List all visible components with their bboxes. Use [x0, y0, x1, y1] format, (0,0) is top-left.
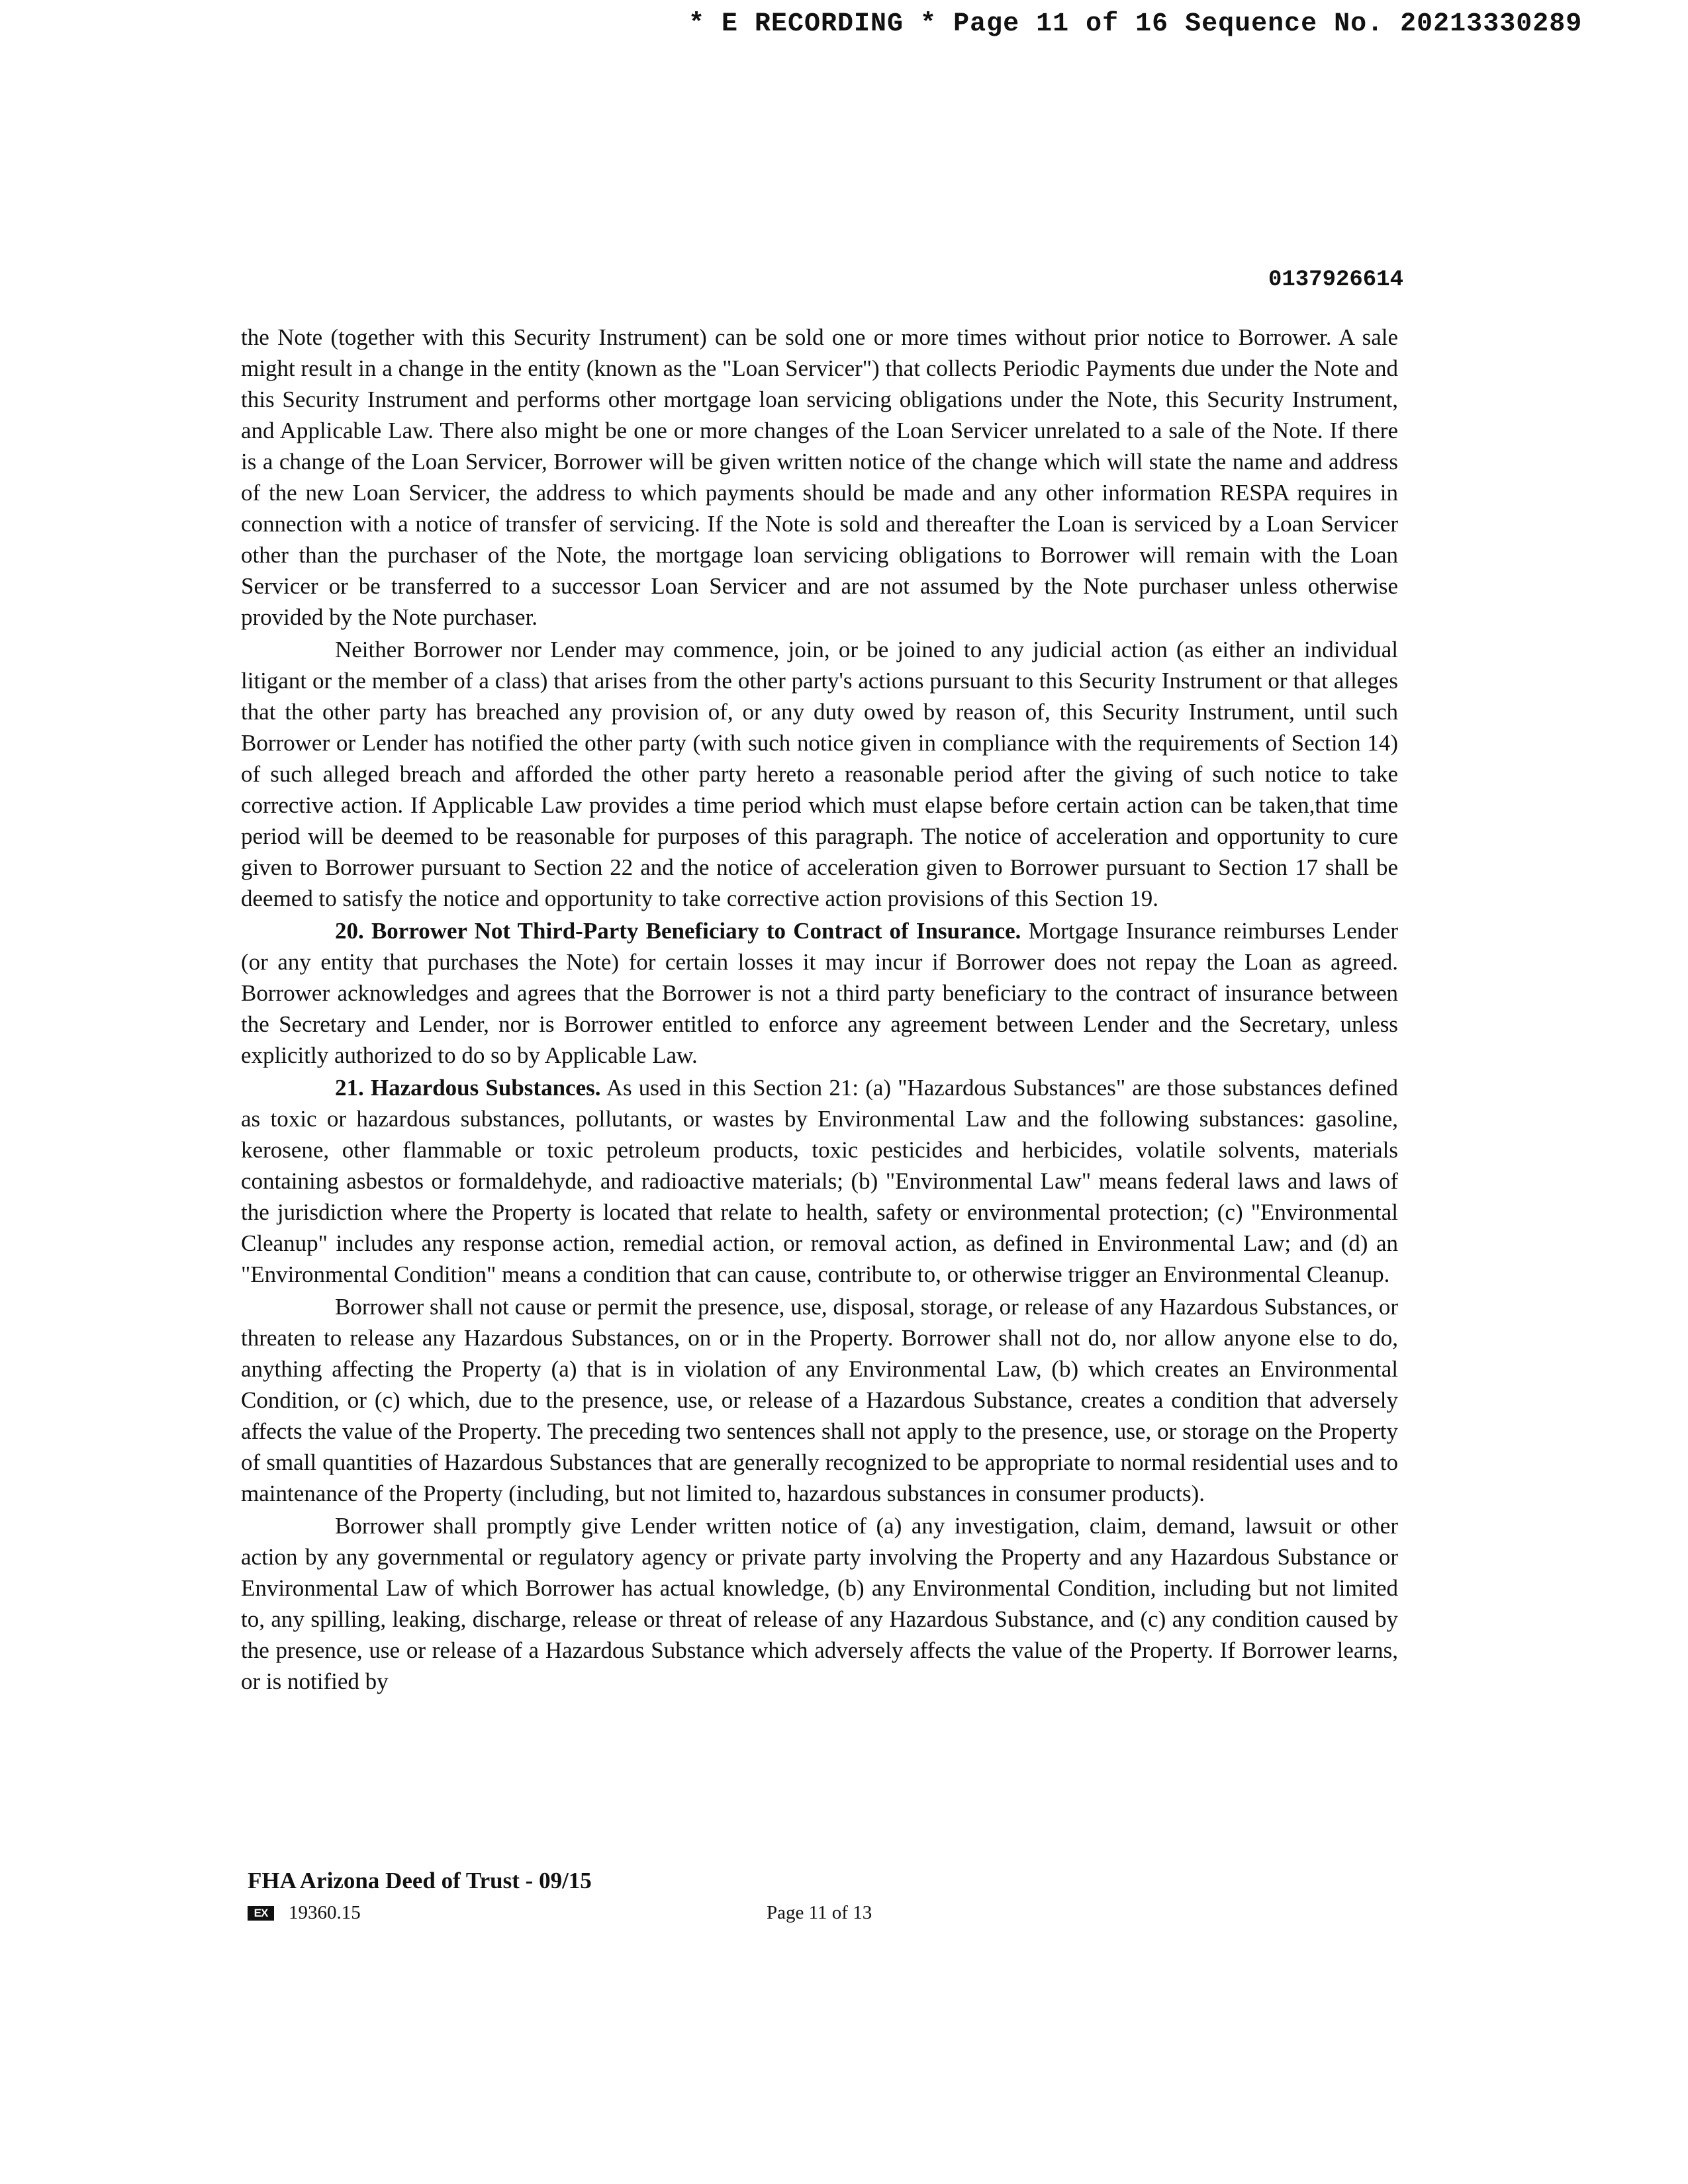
paragraph-hazardous-restrictions: Borrower shall not cause or permit the presence, use, disposal, storage, or release of any Hazardous Substances, or threaten to release any Hazardous Substances, on or in the Property. Borrower shall not do, nor allow anyone else to do, anything affecting the Property (a) that is in violation of any Environmental Law, (b) which creates an Environmental Condition, or (c) which, due to the presence, use, or release of a Hazardous Substance, creates a condition that adversely affects the value of the Property. The preceding two sentences shall not apply to the presence, use, or storage on the Property of small quantities of Hazardous Substances that are generally recognized to be appropriate to normal residential uses and to maintenance of the Property (including, but not limited to, hazardous substances in consumer products). — [241, 1294, 1398, 1506]
paragraph-hazardous-notice: Borrower shall promptly give Lender written notice of (a) any investigation, claim, demand, lawsuit or other action by any governmental or regulatory agency or private party involving the Property and any Hazardous Substance or Environmental Law of which Borrower has actual knowledge, (b) any Environmental Condition, including but not limited to, any spilling, leaking, discharge, release or threat of release of any Hazardous Substance, and (c) any condition caused by the presence, use or release of a Hazardous Substance which adversely affects the value of the Property. If Borrower learns, or is notified by — [241, 1513, 1398, 1694]
footer-form-title: FHA Arizona Deed of Trust - 09/15 — [248, 1868, 592, 1893]
paragraph-judicial-action: Neither Borrower nor Lender may commence, join, or be joined to any judicial action (as either an individual litigant or the member of a class) that arises from the other party's actions pursuant to this Security Instrument or that alleges that the other party has breached any provision of, or any duty owed by reason of, this Security Instrument, until such Borrower or Lender has notified the other party (with such notice given in compliance with the requirements of Section 14) of such alleged breach and afforded the other party hereto a reasonable period after the giving of such notice to take corrective action. If Applicable Law provides a time period which must elapse before certain action can be taken,that time period will be deemed to be reasonable for purposes of this paragraph. The notice of acceleration and opportunity to cure given to Borrower pursuant to Section 22 and the notice of acceleration given to Borrower pursuant to Section 17 shall be deemed to satisfy the notice and opportunity to take corrective action provisions of this Section 19. — [241, 637, 1398, 911]
section-21 — [241, 1072, 1398, 1290]
section-21-text: As used in this Section 21: (a) "Hazardous Substances" are those substances defined as toxic or hazardous substances, pollutants, or wastes by Environmental Law and the following substances: gasoline, kerosene, other flammable or toxic petroleum products, toxic pesticides and herbicides, volatile solvents, materials containing asbestos or formaldehyde, and radioactive materials; (b) "Environmental Law" means federal laws and laws of the jurisdiction where the Property is located that relate to health, safety or environmental protection; (c) "Environmental Cleanup" includes any response action, remedial action, or removal action, as defined in Environmental Law; and (d) an "Environmental Condition" means a condition that can cause, contribute to, or otherwise trigger an Environmental Cleanup. — [241, 1075, 1398, 1287]
form-logo-icon: EX — [248, 1906, 274, 1921]
document-body — [241, 322, 1398, 1697]
section-20-text: Mortgage Insurance reimburses Lender (or any entity that purchases the Note) for certain losses it may incur if Borrower does not repay the Loan as agreed. Borrower acknowledges and agrees that the Borrower is not a third party beneficiary to the contract of insurance between the Secretary and Lender, nor is Borrower entitled to enforce any agreement between Lender and the Secretary, unless explicitly authorized to do so by Applicable Law. — [241, 918, 1398, 1068]
loan-number: 0137926614 — [1268, 267, 1403, 293]
footer-page-number: Page 11 of 13 — [767, 1902, 872, 1923]
section-20 — [241, 915, 1398, 1071]
footer-form-id — [248, 1902, 361, 1924]
recording-header: * E RECORDING * Page 11 of 16 Sequence No. 20213330289 — [688, 9, 1583, 39]
section-21-title: 21. Hazardous Substances. — [335, 1075, 601, 1101]
footer-form-number: 19360.15 — [289, 1902, 361, 1923]
section-20-title: 20. Borrower Not Third-Party Beneficiary to Contract of Insurance. — [335, 918, 1021, 944]
paragraph-loan-servicer: the Note (together with this Security Instrument) can be sold one or more times without prior notice to Borrower. A sale might result in a change in the entity (known as the "Loan Servicer") that collects Periodic Payments due under the Note and this Security Instrument and performs other mortgage loan servicing obligations under the Note, this Security Instrument, and Applicable Law. There also might be one or more changes of the Loan Servicer unrelated to a sale of the Note. If there is a change of the Loan Servicer, Borrower will be given written notice of the change which will state the name and address of the new Loan Servicer, the address to which payments should be made and any other information RESPA requires in connection with a notice of transfer of servicing. If the Note is sold and thereafter the Loan is serviced by a Loan Servicer other than the purchaser of the Note, the mortgage loan servicing obligations to Borrower will remain with the Loan Servicer or be transferred to a successor Loan Servicer and are not assumed by the Note purchaser unless otherwise provided by the Note purchaser. — [241, 324, 1398, 630]
